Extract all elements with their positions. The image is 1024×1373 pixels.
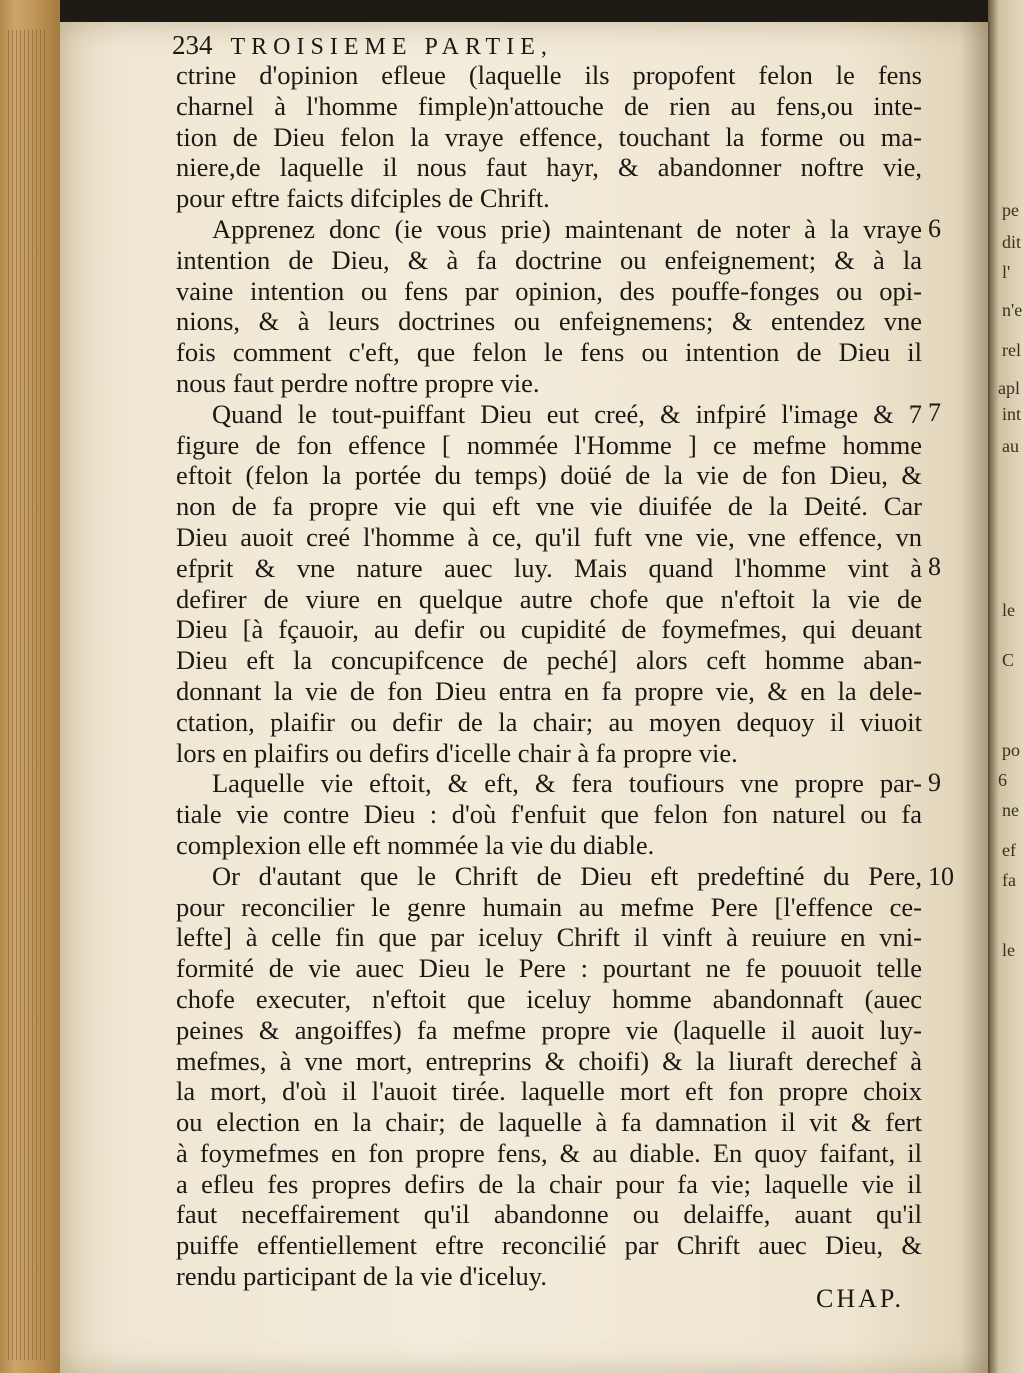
facing-page-fragment: apl	[998, 378, 1020, 398]
text-line: intention de Dieu, & à fa doctrine ou enfeignement; & à la	[176, 244, 922, 275]
text-line: à foymefmes en fon propre fens, & au diable. En quoy faifant, il	[176, 1137, 922, 1168]
text-line: tion de Dieu felon la vraye effence, touchant la forme ou ma-	[176, 121, 922, 152]
facing-page-fragment: C	[1002, 650, 1015, 670]
body-text	[176, 60, 922, 1292]
facing-page-fragment: au	[1002, 436, 1019, 456]
margin-number: 10	[928, 862, 954, 891]
running-header	[172, 30, 772, 64]
facing-page-fragment: ef	[1002, 840, 1016, 860]
margin-number: 9	[928, 768, 941, 797]
text-line: Or d'autant que le Chrift de Dieu eft predeftiné du Pere,	[212, 860, 922, 891]
gutter-shadow	[960, 22, 990, 1373]
text-line: efprit & vne nature auec luy. Mais quand l'homme vint à	[176, 552, 922, 583]
facing-page-fragment: n'e	[1002, 300, 1023, 320]
catchword: CHAP.	[816, 1284, 904, 1313]
facing-page-fragment: rel	[1002, 340, 1021, 360]
facing-page-edge	[988, 0, 1024, 1373]
text-line: ctation, plaifir ou defir de la chair; au moyen dequoy il viuoit	[176, 706, 922, 737]
text-line: figure de fon effence [ nommée l'Homme ] ce mefme homme	[176, 429, 922, 460]
facing-page-fragment: po	[1002, 740, 1020, 760]
text-line: defirer de viure en quelque autre chofe que n'eftoit la vie de	[176, 583, 922, 614]
text-line: puiffe effentiellement eftre reconcilié par Chrift auec Dieu, &	[176, 1230, 922, 1261]
text-line: Apprenez donc (ie vous prie) maintenant de noter à la vraye	[212, 213, 922, 244]
facing-page-fragment: dit	[1002, 232, 1022, 252]
facing-page-fragment: fa	[1002, 870, 1016, 890]
text-line: niere,de laquelle il nous faut hayr, & abandonner noftre vie,	[176, 152, 922, 183]
text-line: complexion elle eft nommée la vie du diable.	[176, 829, 655, 860]
text-line: chofe executer, n'eftoit que iceluy homme abandonnaft (auec	[176, 983, 922, 1014]
text-line: Dieu eft la concupifcence de peché] alors ceft homme aban-	[176, 645, 922, 676]
text-line: formité de vie auec Dieu le Pere : pourtant ne fe pouuoit telle	[176, 953, 922, 984]
text-line: ou election en la chair; de laquelle à fa damnation il vit & fert	[176, 1107, 922, 1138]
margin-number: 8	[928, 552, 941, 581]
text-line: eftoit (felon la portée du temps) doüé de la vie de fon Dieu, &	[176, 460, 922, 491]
text-line: donnant la vie de fon Dieu entra en fa propre vie, & en la dele-	[176, 675, 922, 706]
margin-number: 7	[928, 398, 941, 427]
text-line: faut neceffairement qu'il abandonne ou delaiffe, auant qu'il	[176, 1199, 922, 1230]
text-line: Laquelle vie eftoit, & eft, & fera toufiours vne propre par-	[212, 768, 922, 799]
page-edge-lines	[8, 30, 48, 1360]
facing-page-fragment: le	[1002, 940, 1015, 960]
text-line: nions, & à leurs doctrines ou enfeignemens; & entendez vne	[176, 306, 922, 337]
facing-page-fragment: l'	[1002, 262, 1011, 282]
text-line: lefte] à celle fin que par iceluy Chrift il vinft à reuiure en vni-	[176, 922, 922, 953]
text-line: nous faut perdre noftre propre vie.	[176, 367, 540, 398]
facing-page-fragment: ne	[1002, 800, 1019, 820]
text-line: lors en plaifirs ou defirs d'icelle chair à fa propre vie.	[176, 737, 738, 768]
margin-number: 6	[928, 214, 941, 243]
text-line: pour reconcilier le genre humain au mefme Pere [l'effence ce-	[176, 891, 922, 922]
text-line: fois comment c'eft, que felon le fens ou intention de Dieu il	[176, 337, 922, 368]
facing-page-fragment: pe	[1002, 200, 1019, 220]
facing-page-fragment: le	[1002, 600, 1015, 620]
text-line: la mort, d'où il l'auoit tirée. laquelle mort eft fon propre choix	[176, 1076, 922, 1107]
text-line: rendu participant de la vie d'iceluy.	[176, 1261, 547, 1292]
text-line: Quand le tout-puiffant Dieu eut creé, & infpiré l'image & 7	[212, 398, 922, 429]
facing-page-fragment: 6	[998, 770, 1007, 790]
text-line: non de fa propre vie qui eft vne vie diuifée de la Deité. Car	[176, 491, 922, 522]
page-number: 234	[172, 30, 213, 60]
facing-page-fragment: int	[1002, 404, 1022, 424]
text-line: a efleu fes propres defirs de la chair pour fa vie; laquelle vie il	[176, 1168, 922, 1199]
text-line: vaine intention ou fens par opinion, des pouffe-fonges ou opi-	[176, 275, 922, 306]
text-line: mefmes, à vne mort, entreprins & choifi) & la liuraft derechef à	[176, 1045, 922, 1076]
text-line: peines & angoiffes) fa mefme propre vie (laquelle il auoit luy-	[176, 1014, 922, 1045]
text-line: pour eftre faicts difciples de Chrift.	[176, 183, 550, 214]
text-line: charnel à l'homme fimple)n'attouche de rien au fens,ou inte-	[176, 90, 922, 121]
running-title: TROISIEME PARTIE,	[230, 34, 553, 60]
text-line: Dieu auoit creé l'homme à ce, qu'il fuft vne vie, vne effence, vn	[176, 521, 922, 552]
text-line: ctrine d'opinion efleue (laquelle ils propofent felon le fens	[176, 60, 922, 90]
text-line: tiale vie contre Dieu : d'où f'enfuit que felon fon naturel ou fa	[176, 799, 922, 830]
text-line: Dieu [à fçauoir, au defir ou cupidité de foymefmes, qui deuant	[176, 614, 922, 645]
book-fore-edge	[0, 0, 60, 1373]
